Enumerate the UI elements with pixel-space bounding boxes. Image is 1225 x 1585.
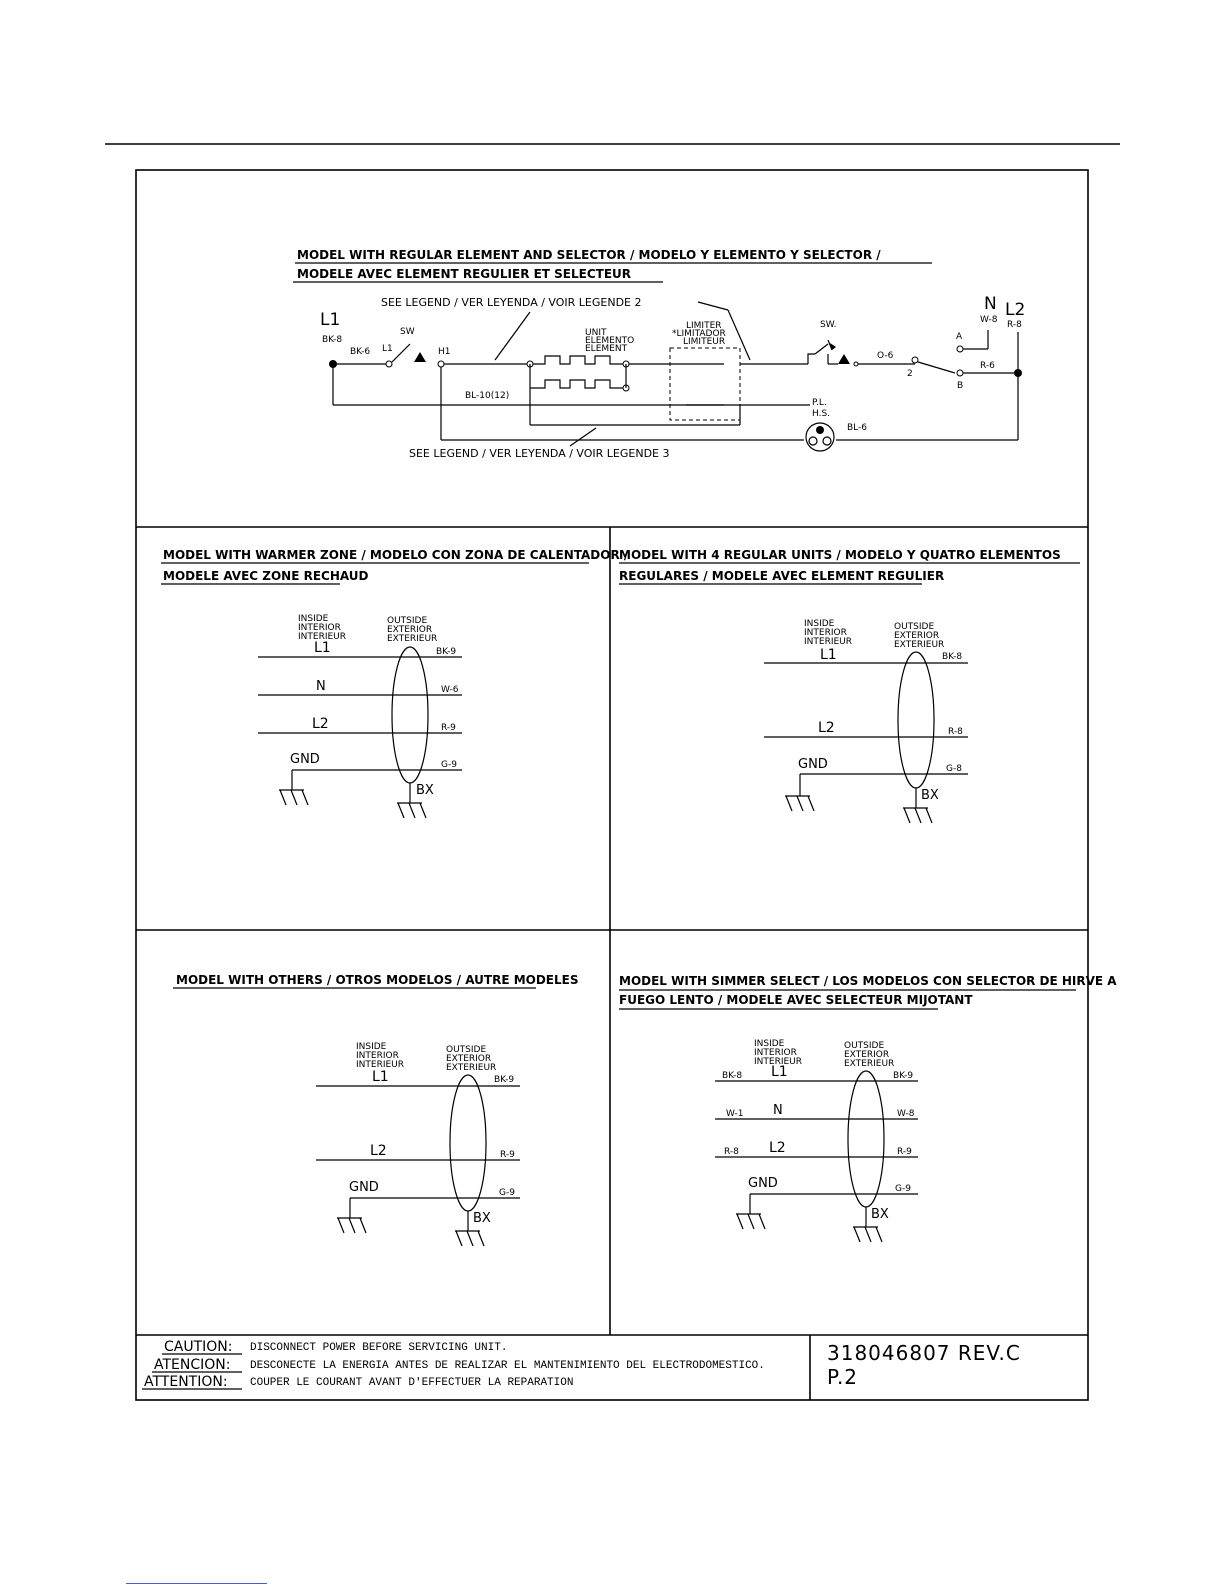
atencion-label: ATENCION: xyxy=(154,1357,231,1373)
link-underline xyxy=(126,1583,267,1584)
panel2-title-line2: MODELE AVEC ZONE RECHAUD xyxy=(163,569,369,583)
svg-text:INSIDE: INSIDE xyxy=(804,619,835,629)
switch-contact xyxy=(386,361,392,367)
panel5-title-line2: FUEGO LENTO / MODELE AVEC SELECTEUR MIJOTANT xyxy=(619,993,973,1007)
svg-text:INTERIOR: INTERIOR xyxy=(356,1051,399,1061)
svg-text:BK-9: BK-9 xyxy=(893,1071,914,1081)
svg-text:INSIDE: INSIDE xyxy=(298,614,329,624)
svg-text:L1: L1 xyxy=(314,640,331,656)
switch-blade xyxy=(392,344,410,362)
svg-text:INSIDE: INSIDE xyxy=(356,1042,387,1052)
svg-text:BK-9: BK-9 xyxy=(494,1075,515,1085)
svg-text:UNIT: UNIT xyxy=(585,328,607,338)
svg-text:R-8: R-8 xyxy=(724,1147,739,1157)
svg-text:W-8: W-8 xyxy=(980,315,998,325)
svg-text:L2: L2 xyxy=(312,716,329,732)
panel2-title-line1: MODEL WITH WARMER ZONE / MODELO CON ZONA DE CALENTADOR / xyxy=(163,548,629,562)
caution-text: DISCONNECT POWER BEFORE SERVICING UNIT. xyxy=(250,1342,508,1354)
svg-text:G-9: G-9 xyxy=(895,1184,911,1194)
svg-text:SW.: SW. xyxy=(820,320,837,330)
cable-bundle-icon xyxy=(848,1071,884,1207)
svg-text:N: N xyxy=(316,679,326,694)
panel-simmer-select xyxy=(619,974,1117,1242)
svg-text:EXTERIEUR: EXTERIEUR xyxy=(844,1059,895,1069)
svg-text:OUTSIDE: OUTSIDE xyxy=(387,616,428,626)
panel3-title-line1: MODEL WITH 4 REGULAR UNITS / MODELO Y QUATRO ELEMENTOS xyxy=(619,548,1061,562)
svg-text:R-8: R-8 xyxy=(1007,320,1022,330)
svg-text:BK-8: BK-8 xyxy=(322,335,343,345)
panel4-title-line1: MODEL WITH OTHERS / OTROS MODELOS / AUTRE MODELES xyxy=(176,973,579,987)
svg-text:GND: GND xyxy=(798,757,828,772)
svg-text:BL-10(12): BL-10(12) xyxy=(465,391,510,401)
L1-terminal-label: L1 xyxy=(320,310,341,330)
atencion-text: DESCONECTE LA ENERGIA ANTES DE REALIZAR EL MANTENIMIENTO DEL ELECTRODOMESTICO. xyxy=(250,1360,765,1372)
svg-text:ELEMENT: ELEMENT xyxy=(585,344,628,354)
svg-text:L2: L2 xyxy=(370,1143,387,1159)
panel5-title-line1: MODEL WITH SIMMER SELECT / LOS MODELOS CON SELECTOR DE HIRVE A xyxy=(619,974,1117,988)
svg-text:BL-6: BL-6 xyxy=(847,423,868,433)
panel-warmer-zone xyxy=(161,548,629,818)
svg-text:W-1: W-1 xyxy=(726,1109,744,1119)
svg-text:G-8: G-8 xyxy=(946,764,962,774)
svg-text:INTERIEUR: INTERIEUR xyxy=(298,632,347,642)
svg-text:LIMITEUR: LIMITEUR xyxy=(683,337,726,347)
svg-text:L1: L1 xyxy=(382,344,393,354)
svg-text:L2: L2 xyxy=(818,720,835,736)
svg-text:ELEMENTO: ELEMENTO xyxy=(585,336,635,346)
svg-text:EXTERIOR: EXTERIOR xyxy=(844,1050,890,1060)
svg-text:BK-8: BK-8 xyxy=(942,652,963,662)
svg-text:EXTERIEUR: EXTERIEUR xyxy=(446,1063,497,1073)
svg-text:H1: H1 xyxy=(438,347,451,357)
panel1-title-line2: MODELE AVEC ELEMENT REGULIER ET SELECTEUR xyxy=(297,267,632,281)
svg-text:G-9: G-9 xyxy=(499,1188,515,1198)
svg-text:EXTERIEUR: EXTERIEUR xyxy=(387,634,438,644)
svg-text:R-9: R-9 xyxy=(500,1150,515,1160)
sheet-frame xyxy=(136,170,1088,1400)
svg-text:EXTERIEUR: EXTERIEUR xyxy=(894,640,945,650)
svg-text:GND: GND xyxy=(748,1176,778,1191)
panel1-title-line1: MODEL WITH REGULAR ELEMENT AND SELECTOR / MODELO Y ELEMENTO Y SELECTOR / xyxy=(297,248,881,262)
limiter-box xyxy=(670,348,740,420)
svg-text:R-6: R-6 xyxy=(980,361,995,371)
svg-text:O-6: O-6 xyxy=(877,351,894,361)
L2-terminal-label: L2 xyxy=(1005,300,1026,320)
svg-text:INTERIEUR: INTERIEUR xyxy=(754,1057,803,1067)
svg-text:INTERIOR: INTERIOR xyxy=(298,623,341,633)
ground-icon xyxy=(736,1194,765,1229)
svg-text:L1: L1 xyxy=(820,647,837,663)
svg-text:BX: BX xyxy=(416,783,434,798)
svg-text:G-9: G-9 xyxy=(441,760,457,770)
panel-regular-element-selector xyxy=(293,248,1025,460)
cable-bundle-icon xyxy=(450,1075,486,1211)
switch-actuator-icon xyxy=(414,352,426,362)
svg-text:2: 2 xyxy=(907,369,913,379)
ground-icon xyxy=(785,774,814,811)
svg-text:GND: GND xyxy=(349,1180,379,1195)
N-terminal-label: N xyxy=(984,294,997,314)
cable-bundle-icon xyxy=(898,652,934,788)
svg-text:L1: L1 xyxy=(771,1064,788,1080)
legend-2-note: SEE LEGEND / VER LEYENDA / VOIR LEGENDE 2 xyxy=(381,296,642,309)
svg-text:GND: GND xyxy=(290,752,320,767)
attention-text: COUPER LE COURANT AVANT D'EFFECTUER LA REPARATION xyxy=(250,1377,574,1389)
svg-text:R-9: R-9 xyxy=(897,1147,912,1157)
ground-icon xyxy=(279,770,308,805)
L2-node xyxy=(1014,369,1022,377)
svg-text:BX: BX xyxy=(473,1211,491,1226)
svg-text:SW: SW xyxy=(400,327,415,337)
svg-text:OUTSIDE: OUTSIDE xyxy=(844,1041,885,1051)
svg-text:INTERIEUR: INTERIEUR xyxy=(356,1060,405,1070)
svg-text:INSIDE: INSIDE xyxy=(754,1039,785,1049)
panel3-title-line2: REGULARES / MODELE AVEC ELEMENT REGULIER xyxy=(619,569,945,583)
svg-text:BK-8: BK-8 xyxy=(722,1071,743,1081)
caution-footer xyxy=(142,1339,1021,1390)
ground-icon xyxy=(337,1198,366,1233)
svg-text:P.L.: P.L. xyxy=(812,398,827,408)
svg-text:W-6: W-6 xyxy=(441,685,459,695)
panel-4-regular-units xyxy=(619,548,1080,823)
selector-actuator-icon xyxy=(838,354,850,364)
svg-text:BX: BX xyxy=(871,1207,889,1222)
svg-text:BK-9: BK-9 xyxy=(436,647,457,657)
part-number: 318046807 REV.C xyxy=(827,1341,1021,1365)
svg-text:BX: BX xyxy=(921,788,939,803)
svg-text:EXTERIOR: EXTERIOR xyxy=(446,1054,492,1064)
svg-text:INTERIOR: INTERIOR xyxy=(754,1048,797,1058)
svg-text:BK-6: BK-6 xyxy=(350,347,371,357)
panel-others xyxy=(173,973,578,1246)
svg-text:INTERIEUR: INTERIEUR xyxy=(804,637,853,647)
svg-text:W-8: W-8 xyxy=(897,1109,915,1119)
svg-text:OUTSIDE: OUTSIDE xyxy=(894,622,935,632)
svg-text:INTERIOR: INTERIOR xyxy=(804,628,847,638)
svg-text:EXTERIOR: EXTERIOR xyxy=(387,625,433,635)
svg-text:N: N xyxy=(773,1103,783,1118)
legend-3-note: SEE LEGEND / VER LEYENDA / VOIR LEGENDE 3 xyxy=(409,447,670,460)
heating-element-2 xyxy=(530,380,626,388)
svg-text:*LIMITADOR: *LIMITADOR xyxy=(672,329,726,339)
svg-text:B: B xyxy=(957,381,964,391)
svg-text:L2: L2 xyxy=(769,1140,786,1156)
svg-text:EXTERIOR: EXTERIOR xyxy=(894,631,940,641)
page-number: P.2 xyxy=(827,1365,859,1389)
attention-label: ATTENTION: xyxy=(144,1374,228,1390)
svg-text:H.S.: H.S. xyxy=(812,409,831,419)
svg-text:LIMITER: LIMITER xyxy=(686,321,722,331)
svg-text:A: A xyxy=(956,332,963,342)
svg-text:OUTSIDE: OUTSIDE xyxy=(446,1045,487,1055)
svg-text:R-9: R-9 xyxy=(441,723,456,733)
svg-text:L1: L1 xyxy=(372,1069,389,1085)
heating-element-1 xyxy=(533,356,626,364)
cable-bundle-icon xyxy=(392,647,428,783)
svg-text:R-8: R-8 xyxy=(948,727,963,737)
caution-label: CAUTION: xyxy=(164,1339,233,1355)
